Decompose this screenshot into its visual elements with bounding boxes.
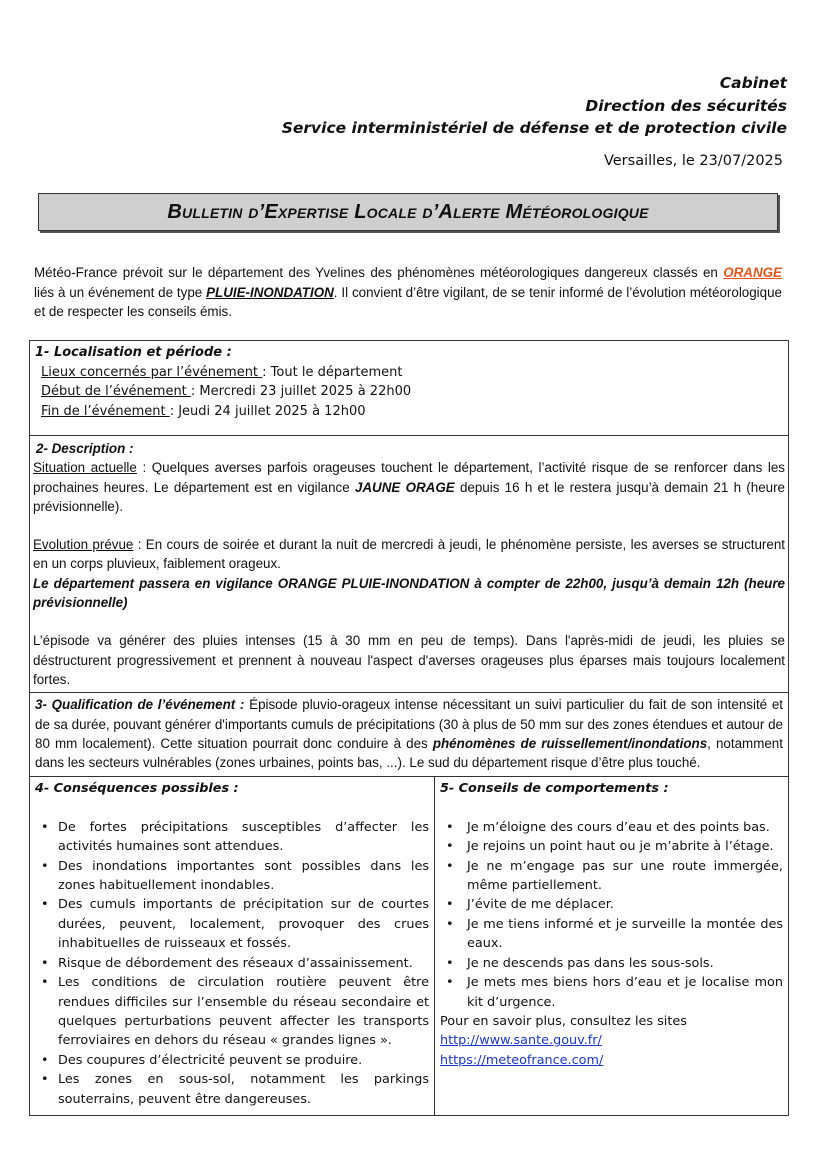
event-type: PLUIE-INONDATION bbox=[206, 284, 334, 300]
orange-vigilance-notice: Le département passera en vigilance ORANGE PLUIE-INONDATION à compter de 22h00, jusqu’à demain 12h (heure prévisionnelle) bbox=[33, 575, 785, 611]
bullet-icon: • bbox=[446, 916, 454, 932]
link-sante[interactable]: http://www.sante.gouv.fr/ bbox=[440, 1033, 602, 1049]
list-item bbox=[35, 973, 429, 1051]
item-text: Je ne m’engage pas sur une route immergée, même partiellement. bbox=[467, 858, 783, 894]
document-header bbox=[282, 72, 787, 140]
situation-text: depuis 16 h et le restera jusqu’à demain 21 h (heure prévisionnelle). bbox=[33, 479, 785, 514]
section-heading: 1- Localisation et période : bbox=[35, 345, 232, 360]
item-text: J’évite de me déplacer. bbox=[467, 897, 614, 913]
row-value: : Mercredi 23 juillet 2025 à 22h00 bbox=[190, 384, 412, 399]
bullet-icon: • bbox=[41, 858, 49, 874]
list-item bbox=[35, 857, 429, 896]
item-text: Je ne descends pas dans les sous-sols. bbox=[467, 955, 714, 971]
situation-text: : Quelques averses parfois orageuses touchent le département, l’activité risque de se renforcer dans les prochaines heures. Le département est en vigilance bbox=[33, 460, 785, 495]
bulletin-table bbox=[29, 340, 789, 1116]
yellow-vigilance: JAUNE ORAGE bbox=[354, 479, 455, 495]
section-heading: 5- Conseils de comportements : bbox=[440, 781, 669, 797]
bullet-icon: • bbox=[446, 955, 454, 971]
item-text: Je m’éloigne des cours d’eau et des points bas. bbox=[467, 819, 770, 835]
section-description bbox=[30, 436, 788, 693]
situation-label: Situation actuelle bbox=[33, 460, 137, 476]
more-info-text: Pour en savoir plus, consultez les sites bbox=[440, 1013, 687, 1029]
intro-text: Météo-France prévoit sur le département des Yvelines des phénomènes météorologiques dangereux classés en bbox=[34, 265, 724, 280]
list-item bbox=[440, 895, 783, 914]
header-service: Service interministériel de défense et de protection civile bbox=[281, 119, 787, 137]
end-row bbox=[35, 402, 783, 422]
bullet-icon: • bbox=[41, 1072, 49, 1088]
qualification-bold: phénomènes de ruissellement/inondations bbox=[432, 735, 708, 751]
bullet-icon: • bbox=[446, 819, 454, 835]
list-item bbox=[35, 895, 429, 953]
section-consequences bbox=[30, 777, 435, 1115]
bulletin-title: Bulletin d’Expertise Locale d’Alerte Météorologique bbox=[167, 200, 649, 223]
forecast-evolution bbox=[33, 535, 785, 574]
item-text: Risque de débordement des réseaux d’assainissement. bbox=[58, 955, 413, 971]
header-direction: Direction des sécurités bbox=[585, 96, 787, 115]
list-item bbox=[440, 954, 783, 973]
bullet-icon: • bbox=[41, 955, 49, 971]
consequences-list bbox=[35, 818, 429, 1109]
item-text: Je mets mes biens hors d’eau et je localise mon kit d’urgence. bbox=[467, 975, 783, 1010]
item-text: Des coupures d’électricité peuvent se produire. bbox=[58, 1052, 363, 1068]
row-label: Lieux concernés par l’événement bbox=[41, 364, 263, 380]
intro-text: . Il convient d’être vigilant, de se tenir informé de l’évolution météorologique et de respecter les conseils émis. bbox=[34, 284, 782, 319]
bullet-icon: • bbox=[446, 839, 454, 855]
item-text: Je rejoins un point haut ou je m’abrite à l’étage. bbox=[467, 839, 774, 855]
bullet-icon: • bbox=[41, 1052, 49, 1068]
start-row bbox=[35, 382, 783, 402]
section-advice bbox=[435, 777, 788, 1115]
location-row bbox=[35, 363, 783, 383]
alert-level: ORANGE bbox=[723, 265, 782, 280]
list-item bbox=[440, 915, 783, 954]
list-item bbox=[35, 1070, 429, 1109]
item-text: Des cumuls importants de précipitation sur de courtes durées, peuvent, localement, provoquer des crues inhabituelles de ruisseaux et fossés. bbox=[58, 897, 429, 952]
row-value: : Jeudi 24 juillet 2025 à 12h00 bbox=[169, 403, 366, 419]
list-item bbox=[440, 837, 783, 856]
section-localisation bbox=[30, 341, 788, 436]
bullet-icon: • bbox=[446, 858, 454, 874]
item-text: Je me tiens informé et je surveille la montée des eaux. bbox=[467, 916, 783, 952]
list-item bbox=[440, 973, 783, 1012]
bullet-icon: • bbox=[446, 975, 454, 991]
list-item bbox=[35, 818, 429, 857]
link-meteofrance[interactable]: https://meteofrance.com/ bbox=[440, 1052, 604, 1068]
row-value: : Tout le département bbox=[262, 364, 403, 380]
bullet-icon: • bbox=[41, 819, 49, 835]
qualification-text: Épisode pluvio-orageux intense nécessitant un suivi particulier du fait de son intensité et de sa durée, pouvant générer d'importants cumuls de précipitations (30 à plus de 50 mm sur des zones étendues et autour de 80 mm localement). Cette situation pourrait donc conduire à des bbox=[35, 697, 784, 751]
consequences-advice-row bbox=[30, 777, 788, 1115]
bullet-icon: • bbox=[41, 975, 49, 991]
document-date: Versailles, le 23/07/2025 bbox=[603, 153, 783, 169]
list-item bbox=[440, 818, 783, 837]
bulletin-title-box bbox=[38, 193, 778, 231]
item-text: Des inondations importantes sont possibles dans les zones habituellement inondables. bbox=[58, 858, 429, 894]
section-heading: 3- Qualification de l’événement : bbox=[35, 697, 245, 713]
episode-text: L’épisode va générer des pluies intenses (15 à 30 mm en peu de temps). Dans l'après-midi de jeudi, les pluies se déstructurent progressivement et prennent à nouveau l'aspect d'averses orageuses plus éparses mais toujours localement fortes. bbox=[33, 633, 785, 687]
item-text: Les conditions de circulation routière peuvent être rendues difficiles sur l’ensemble du réseau secondaire et quelques perturbations peuvent affecter les transports ferroviaires en dehors du réseau « grandes lignes ». bbox=[58, 975, 429, 1049]
list-item bbox=[35, 1051, 429, 1070]
list-item bbox=[35, 954, 429, 973]
bullet-icon: • bbox=[446, 897, 454, 913]
bullet-icon: • bbox=[41, 897, 49, 913]
item-text: De fortes précipitations susceptibles d’affecter les activités humaines sont attendues. bbox=[58, 819, 429, 855]
section-qualification bbox=[30, 693, 788, 777]
row-label: Fin de l’événement bbox=[41, 403, 170, 419]
list-item bbox=[440, 857, 783, 896]
header-cabinet: Cabinet bbox=[719, 74, 787, 92]
section-heading: 4- Conséquences possibles : bbox=[35, 781, 239, 797]
qualification-text: , notamment dans les secteurs vulnérables (zones urbaines, points bas, ...). Le sud du département risque d’être plus touché. bbox=[35, 735, 783, 771]
current-situation bbox=[33, 458, 785, 516]
evolution-text: : En cours de soirée et durant la nuit de mercredi à jeudi, le phénomène persiste, les averses se structurent en un corps pluvieux, faiblement orageux. bbox=[33, 537, 786, 572]
section-heading: 2- Description : bbox=[36, 441, 134, 456]
advice-list bbox=[440, 818, 783, 1012]
intro-paragraph bbox=[34, 263, 782, 322]
intro-text: liés à un événement de type bbox=[34, 284, 207, 300]
evolution-label: Evolution prévue bbox=[33, 537, 134, 553]
item-text: Les zones en sous-sol, notamment les parkings souterrains, peuvent être dangereuses. bbox=[58, 1072, 429, 1107]
row-label: Début de l’événement bbox=[41, 384, 191, 399]
